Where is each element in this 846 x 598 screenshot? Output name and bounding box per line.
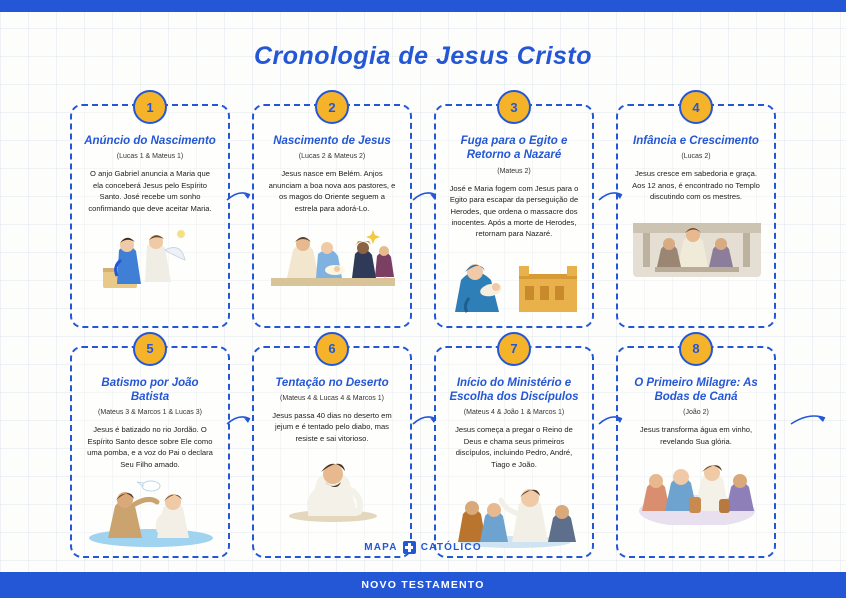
step-title: Nascimento de Jesus <box>273 135 391 147</box>
timeline-card-7[interactable] <box>434 341 594 558</box>
connector-arrow-continuation <box>790 412 830 428</box>
step-description: Jesus começa a pregar o Reino de Deus e chama seus primeiros discípulos, incluindo Pedro, André, Tiago e João. <box>455 425 573 469</box>
timeline-card-1[interactable] <box>70 99 230 328</box>
connector-arrow-3-4 <box>598 188 626 204</box>
cross-icon <box>403 541 416 554</box>
step-number-badge: 3 <box>497 90 531 124</box>
annunciation-illustration <box>81 220 219 292</box>
flight-to-egypt-illustration <box>445 246 583 318</box>
timeline-row-1 <box>70 99 786 328</box>
desert-temptation-illustration <box>263 450 401 522</box>
step-title: Início do Ministério e Escolha dos Discípulos <box>449 376 579 404</box>
nativity-illustration <box>263 220 401 292</box>
step-description: O anjo Gabriel anuncia a Maria que ela conceberá Jesus pelo Espírito Santo. José recebe um sonho confirmando que deve aceitar Maria. <box>88 169 212 213</box>
step-reference: (Lucas 2 & Mateus 2) <box>298 153 366 161</box>
timeline-row-2 <box>70 341 786 558</box>
step-number-badge: 1 <box>133 90 167 124</box>
step-description: Jesus transforma água em vinho, revelando Sua glória. <box>639 425 753 446</box>
step-number-badge: 7 <box>497 332 531 366</box>
timeline-card-5[interactable] <box>70 341 230 558</box>
step-reference: (Lucas 2) <box>681 153 711 161</box>
step-title: O Primeiro Milagre: As Bodas de Caná <box>634 376 758 404</box>
brand-logo <box>0 541 846 554</box>
step-title: Anúncio do Nascimento <box>84 135 216 147</box>
step-description: Jesus é batizado no rio Jordão. O Espírito Santo desce sobre Ele como uma pomba, e a voz do Pai o declara Seu Filho amado. <box>87 425 213 469</box>
page-title: Cronologia de Jesus Cristo <box>253 42 593 70</box>
timeline-card-4[interactable] <box>616 99 776 328</box>
timeline-card-6[interactable] <box>252 341 412 558</box>
connector-arrow-6-7 <box>412 412 440 428</box>
wedding-cana-illustration <box>627 453 765 525</box>
bottom-banner <box>0 572 846 598</box>
step-description: Jesus nasce em Belém. Anjos anunciam a boa nova aos pastores, e os magos do Oriente seguem a estrela para adorá-Lo. <box>268 169 396 213</box>
timeline-grid <box>70 99 786 576</box>
step-description: Jesus passa 40 dias no deserto em jejum e é tentado pelo diabo, mas resiste e sai vitorioso. <box>272 411 392 443</box>
calling-disciples-illustration <box>445 476 583 548</box>
step-description: José e Maria fogem com Jesus para o Egito para escapar da perseguição de Herodes, que ordena o massacre dos inocentes. Após a morte de Herodes, retornam para Nazaré. <box>449 183 579 239</box>
connector-arrow-5-6 <box>226 412 254 428</box>
timeline-card-2[interactable] <box>252 99 412 328</box>
baptism-illustration <box>81 476 219 548</box>
step-reference: (Mateus 4 & Lucas 4 & Marcos 1) <box>280 395 384 403</box>
step-description: Jesus cresce em sabedoria e graça. Aos 12 anos, é encontrado no Templo discutindo com os mestres. <box>632 169 760 202</box>
step-number-badge: 2 <box>315 90 349 124</box>
step-number-badge: 4 <box>679 90 713 124</box>
temple-teaching-illustration <box>627 209 765 281</box>
step-reference: (Lucas 1 & Mateus 1) <box>116 153 184 161</box>
step-reference: (João 2) <box>683 409 709 417</box>
connector-arrow-7-8 <box>598 412 626 428</box>
timeline-card-8[interactable] <box>616 341 776 558</box>
step-reference: (Mateus 2) <box>497 167 531 175</box>
step-number-badge: 6 <box>315 332 349 366</box>
step-title: Infância e Crescimento <box>633 135 759 147</box>
step-number-badge: 8 <box>679 332 713 366</box>
step-title: Batismo por João Batista <box>101 376 199 404</box>
logo-text-left: MAPA <box>364 542 398 553</box>
step-title: Tentação no Deserto <box>275 376 389 389</box>
step-title: Fuga para o Egito e Retorno a Nazaré <box>460 135 568 162</box>
step-reference: (Mateus 4 & João 1 & Marcos 1) <box>463 409 565 417</box>
top-brand-bar <box>0 0 846 12</box>
connector-arrow-2-3 <box>412 188 440 204</box>
connector-arrow-1-2 <box>226 188 254 204</box>
logo-text-right: CATÓLICO <box>420 542 482 553</box>
step-number-badge: 5 <box>133 332 167 366</box>
bottom-banner-label: NOVO TESTAMENTO <box>361 579 485 591</box>
timeline-card-3[interactable] <box>434 99 594 328</box>
step-reference: (Mateus 3 & Marcos 1 & Lucas 3) <box>98 409 202 417</box>
